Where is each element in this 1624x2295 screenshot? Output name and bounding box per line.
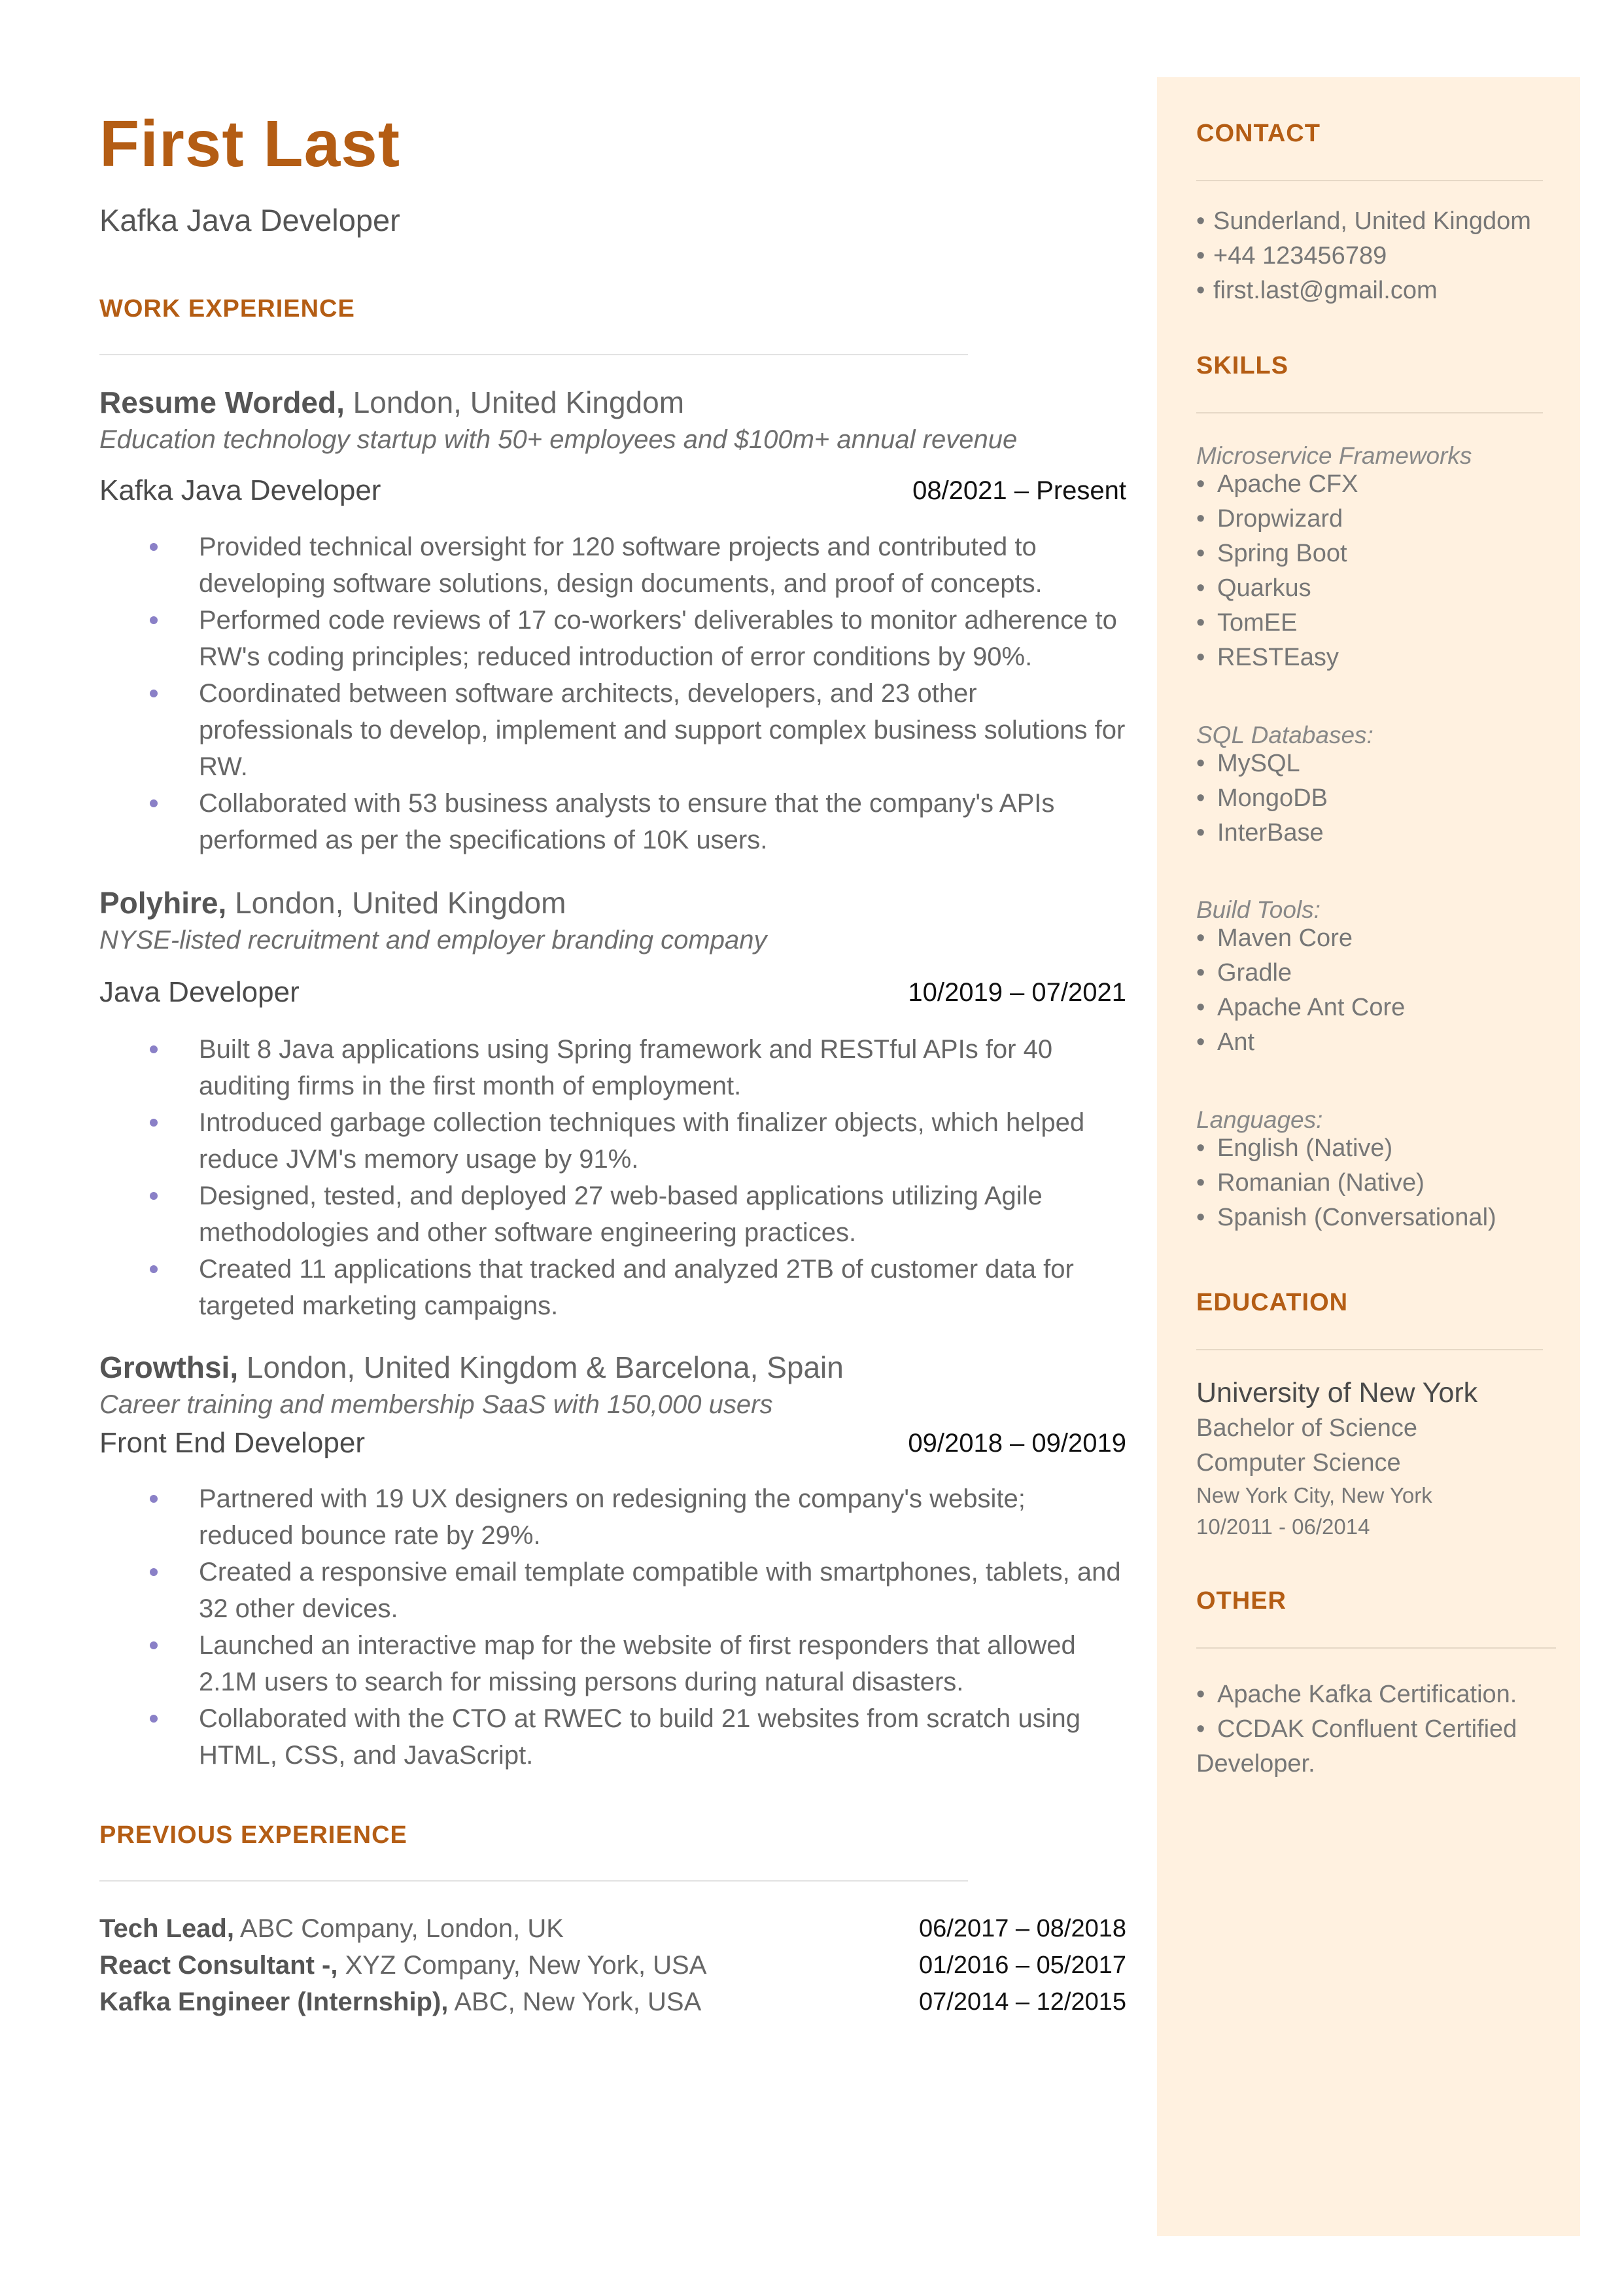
bullet-dot — [150, 1715, 158, 1723]
other-heading: OTHER — [1196, 1587, 1287, 1615]
contact-email[interactable]: • first.last@gmail.com — [1196, 277, 1438, 304]
skill-list — [1196, 467, 1563, 675]
bullet-dot — [150, 1495, 158, 1503]
skill-item: • Romanian (Native) — [1196, 1169, 1425, 1197]
education-university: University of New York — [1196, 1377, 1478, 1409]
previous-role-title: Tech Lead, — [99, 1914, 234, 1943]
skill-item: • Spring Boot — [1196, 540, 1347, 567]
company-description: Career training and membership SaaS with 150,000 users — [99, 1390, 773, 1419]
skill-list — [1196, 921, 1563, 1060]
bullet-dot — [150, 1192, 158, 1200]
company-location: London, United Kingdom & Barcelona, Spain — [238, 1350, 844, 1384]
other-divider — [1196, 1647, 1556, 1649]
contact-phone: • +44 123456789 — [1196, 242, 1387, 270]
work-experience-divider — [99, 354, 968, 355]
education-location: New York City, New York — [1196, 1483, 1432, 1507]
skills-divider — [1196, 412, 1543, 413]
job-role: Java Developer — [99, 976, 300, 1008]
bullet-item: Introduced garbage collection techniques with finalizer objects, which helped reduce JVM's memory usage by 91%. — [99, 1104, 1126, 1178]
skill-item: • MongoDB — [1196, 784, 1328, 812]
skill-item: • Maven Core — [1196, 924, 1353, 952]
bullet-item: Collaborated with 53 business analysts to ensure that the company's APIs performed as per the specifications of 10K users. — [99, 785, 1126, 858]
previous-role-title: Kafka Engineer (Internship), — [99, 1988, 449, 2016]
job-role: Front End Developer — [99, 1427, 365, 1459]
skill-category: SQL Databases: — [1196, 722, 1373, 748]
bullet-dot — [150, 690, 158, 697]
previous-experience-divider — [99, 1880, 968, 1882]
previous-role-title: React Consultant -, — [99, 1951, 338, 1980]
bullet-item: Built 8 Java applications using Spring framework and RESTful APIs for 40 auditing firms in the first month of employment. — [99, 1031, 1126, 1104]
company-name: Growthsi, — [99, 1350, 239, 1384]
job-company-line — [99, 885, 566, 921]
skill-list — [1196, 1131, 1563, 1235]
previous-role-detail: ABC, New York, USA — [448, 1988, 702, 2016]
contact-list — [1196, 204, 1563, 308]
skill-item: • Gradle — [1196, 959, 1292, 987]
education-divider — [1196, 1349, 1543, 1350]
previous-role-row — [99, 1910, 1126, 1947]
bullet-dot — [150, 616, 158, 624]
skill-category: Microservice Frameworks — [1196, 442, 1472, 469]
skill-item: • MySQL — [1196, 750, 1300, 777]
education-field: Computer Science — [1196, 1449, 1401, 1477]
contact-divider — [1196, 180, 1543, 181]
other-item: • Apache Kafka Certification. — [1196, 1681, 1517, 1708]
sidebar — [1157, 77, 1580, 2236]
skill-item: • Quarkus — [1196, 574, 1311, 602]
bullet-dot — [150, 799, 158, 807]
skill-item: • Apache Ant Core — [1196, 994, 1406, 1021]
candidate-title: Kafka Java Developer — [99, 203, 400, 237]
bullet-item: Created a responsive email template compatible with smartphones, tablets, and 32 other devices. — [99, 1554, 1126, 1627]
job-bullets — [99, 1031, 1126, 1324]
bullet-item: Performed code reviews of 17 co-workers' deliverables to monitor adherence to RW's coding principles; reduced introduction of error conditions by 90%. — [99, 602, 1126, 675]
bullet-dot — [150, 1568, 158, 1576]
company-location: London, United Kingdom — [226, 886, 566, 920]
job-dates: 09/2018 – 09/2019 — [908, 1429, 1126, 1458]
bullet-dot — [150, 543, 158, 551]
skill-item: • Dropwizard — [1196, 505, 1343, 533]
bullet-dot — [150, 1641, 158, 1649]
bullet-item: Coordinated between software architects, developers, and 23 other professionals to develop, implement and support complex business solutions for RW. — [99, 675, 1126, 785]
other-item: • CCDAK Confluent Certified Developer. — [1196, 1715, 1517, 1778]
job-bullets — [99, 1480, 1126, 1774]
previous-role-row — [99, 1947, 1126, 1984]
previous-role-detail: ABC Company, London, UK — [233, 1914, 564, 1943]
bullet-item: Designed, tested, and deployed 27 web-based applications utilizing Agile methodologies and other software engineering practices. — [99, 1178, 1126, 1251]
company-description: Education technology startup with 50+ employees and $100m+ annual revenue — [99, 425, 1018, 454]
education-degree: Bachelor of Science — [1196, 1414, 1417, 1442]
previous-role-row — [99, 1984, 1126, 2020]
bullet-item: Provided technical oversight for 120 software projects and contributed to developing software solutions, design documents, and proof of concepts. — [99, 529, 1126, 602]
skill-item: • TomEE — [1196, 609, 1298, 637]
job-dates: 08/2021 – Present — [912, 476, 1126, 505]
education-dates: 10/2011 - 06/2014 — [1196, 1515, 1370, 1539]
education-heading: EDUCATION — [1196, 1289, 1349, 1316]
skill-item: • Apache CFX — [1196, 470, 1358, 498]
job-company-line — [99, 1350, 844, 1386]
job-role: Kafka Java Developer — [99, 474, 381, 506]
contact-heading: CONTACT — [1196, 120, 1321, 147]
skill-item: • Spanish (Conversational) — [1196, 1204, 1496, 1231]
previous-role-detail: XYZ Company, New York, USA — [337, 1951, 707, 1980]
job-company-line — [99, 385, 684, 421]
job-bullets — [99, 529, 1126, 858]
bullet-dot — [150, 1265, 158, 1273]
previous-role-dates: 07/2014 – 12/2015 — [919, 1988, 1126, 2016]
bullet-item: Partnered with 19 UX designers on redesigning the company's website; reduced bounce rate by 29%. — [99, 1480, 1126, 1554]
previous-role-dates: 06/2017 – 08/2018 — [919, 1915, 1126, 1942]
candidate-name: First Last — [99, 107, 401, 181]
company-name: Resume Worded, — [99, 385, 345, 419]
skill-item: • InterBase — [1196, 819, 1324, 847]
contact-location: • Sunderland, United Kingdom — [1196, 207, 1531, 235]
bullet-dot — [150, 1045, 158, 1053]
skill-item: • Ant — [1196, 1028, 1255, 1056]
previous-experience-heading: PREVIOUS EXPERIENCE — [99, 1821, 407, 1849]
job-dates: 10/2019 – 07/2021 — [908, 978, 1126, 1007]
company-location: London, United Kingdom — [344, 385, 685, 419]
skill-category: Languages: — [1196, 1106, 1323, 1133]
company-name: Polyhire, — [99, 886, 227, 920]
other-list — [1196, 1677, 1549, 1781]
skill-item: • RESTEasy — [1196, 644, 1339, 671]
skills-heading: SKILLS — [1196, 352, 1289, 379]
bullet-item: Created 11 applications that tracked and analyzed 2TB of customer data for targeted marketing campaigns. — [99, 1251, 1126, 1324]
bullet-dot — [150, 1119, 158, 1127]
bullet-item: Collaborated with the CTO at RWEC to build 21 websites from scratch using HTML, CSS, and JavaScript. — [99, 1700, 1126, 1774]
work-experience-heading: WORK EXPERIENCE — [99, 295, 355, 323]
skill-list — [1196, 746, 1563, 850]
skill-category: Build Tools: — [1196, 896, 1321, 923]
bullet-item: Launched an interactive map for the website of first responders that allowed 2.1M users to search for missing persons during natural disasters. — [99, 1627, 1126, 1700]
previous-role-dates: 01/2016 – 05/2017 — [919, 1952, 1126, 1979]
company-description: NYSE-listed recruitment and employer branding company — [99, 926, 767, 955]
skill-item: • English (Native) — [1196, 1134, 1393, 1162]
